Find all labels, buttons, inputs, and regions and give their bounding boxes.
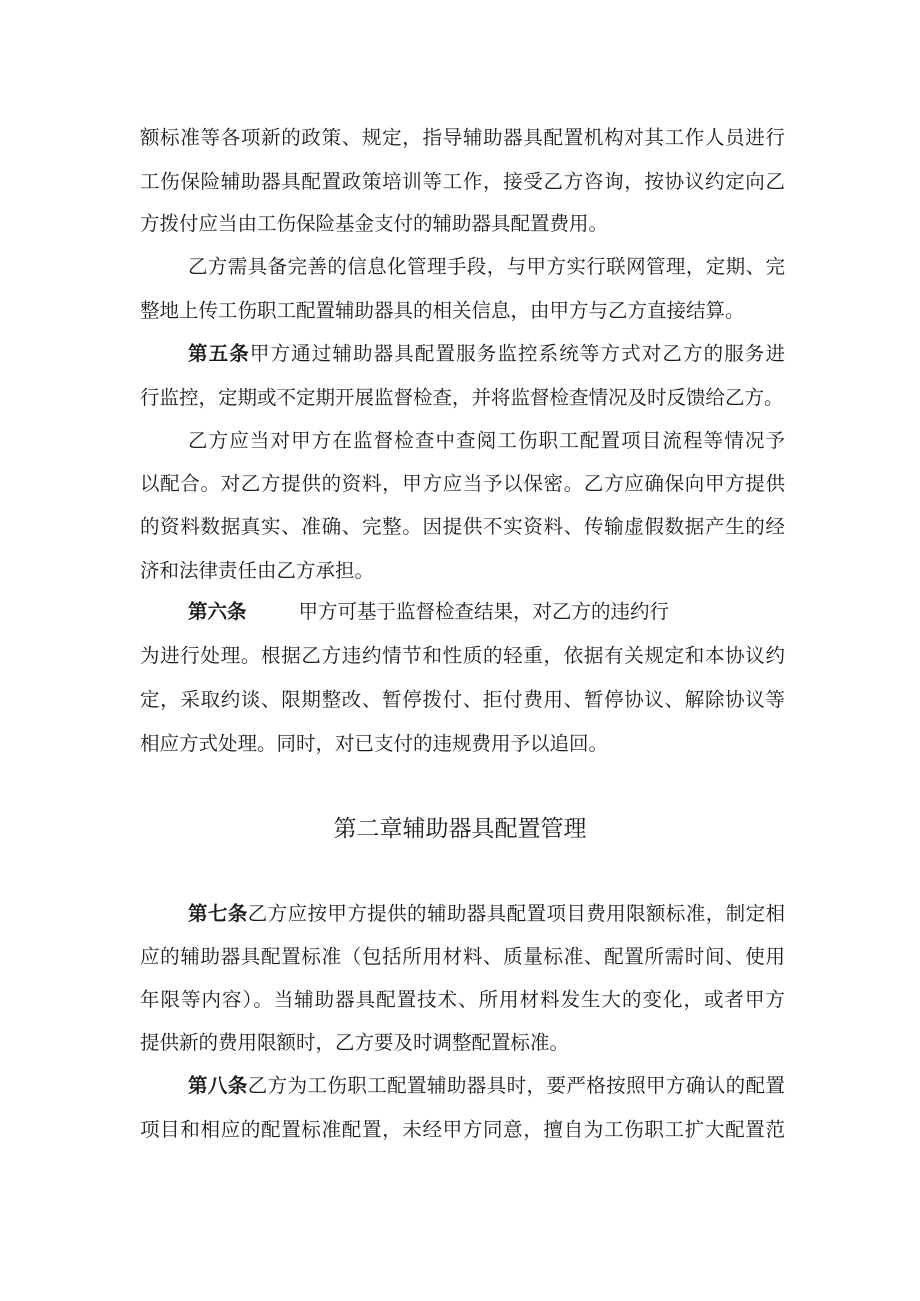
paragraph-line: 年限等内容）。当辅助器具配置技术、所用材料发生大的变化，或者甲方 (140, 988, 785, 1011)
article-text: 甲方通过辅助器具配置服务监控系统等方式对乙方的服务进 (249, 342, 785, 365)
paragraph-line: 相应方式处理。同时，对已支付的违规费用予以追回。 (140, 732, 609, 755)
paragraph-line: 定，采取约谈、限期整改、暂停拨付、拒付费用、暂停协议、解除协议等 (140, 688, 785, 711)
paragraph-line: 乙方需具备完善的信息化管理手段，与甲方实行联网管理，定期、完 (188, 255, 785, 278)
article-7-line (188, 900, 785, 928)
article-text: 乙方为工伤职工配置辅助器具时，要严格按照甲方确认的配置 (247, 1074, 785, 1097)
article-text: 乙方应按甲方提供的辅助器具配置项目费用限额标准，制定相 (247, 902, 785, 925)
article-label: 第六条 (188, 600, 247, 623)
paragraph-line: 为进行处理。根据乙方违约情节和性质的轻重，依据有关规定和本协议约 (140, 644, 785, 667)
paragraph-line: 方拨付应当由工伤保险基金支付的辅助器具配置费用。 (140, 212, 609, 235)
chapter-title: 第二章辅助器具配置管理 (333, 816, 587, 842)
article-8-line (188, 1072, 785, 1100)
paragraph-line: 以配合。对乙方提供的资料，甲方应当予以保密。乙方应确保向甲方提供 (140, 472, 785, 495)
paragraph-line: 工伤保险辅助器具配置政策培训等工作，接受乙方咨询，按协议约定向乙 (140, 170, 785, 193)
paragraph-line: 乙方应当对甲方在监督检查中查阅工伤职工配置项目流程等情况予 (188, 429, 785, 452)
article-label: 第八条 (188, 1074, 248, 1097)
article-6-line (188, 598, 785, 626)
article-text: 甲方可基于监督检查结果，对乙方的违约行 (298, 600, 670, 623)
article-label: 第五条 (188, 342, 250, 365)
paragraph-line: 行监控，定期或不定期开展监督检查，并将监督检查情况及时反馈给乙方。 (140, 386, 784, 409)
paragraph-line: 项目和相应的配置标准配置，未经甲方同意，擅自为工伤职工扩大配置范 (140, 1118, 785, 1141)
paragraph-line: 应的辅助器具配置标准（包括所用材料、质量标准、配置所需时间、使用 (140, 945, 785, 968)
article-5-line (188, 340, 785, 368)
paragraph-line: 提供新的费用限额时，乙方要及时调整配置标准。 (140, 1031, 570, 1054)
paragraph-line: 的资料数据真实、准确、完整。因提供不实资料、传输虚假数据产生的经 (140, 515, 785, 538)
paragraph-line: 额标准等各项新的政策、规定，指导辅助器具配置机构对其工作人员进行 (140, 126, 785, 149)
article-label: 第七条 (188, 902, 248, 925)
paragraph-line: 整地上传工伤职工配置辅助器具的相关信息，由甲方与乙方直接结算。 (140, 299, 745, 322)
paragraph-line: 济和法律责任由乙方承担。 (140, 559, 375, 582)
